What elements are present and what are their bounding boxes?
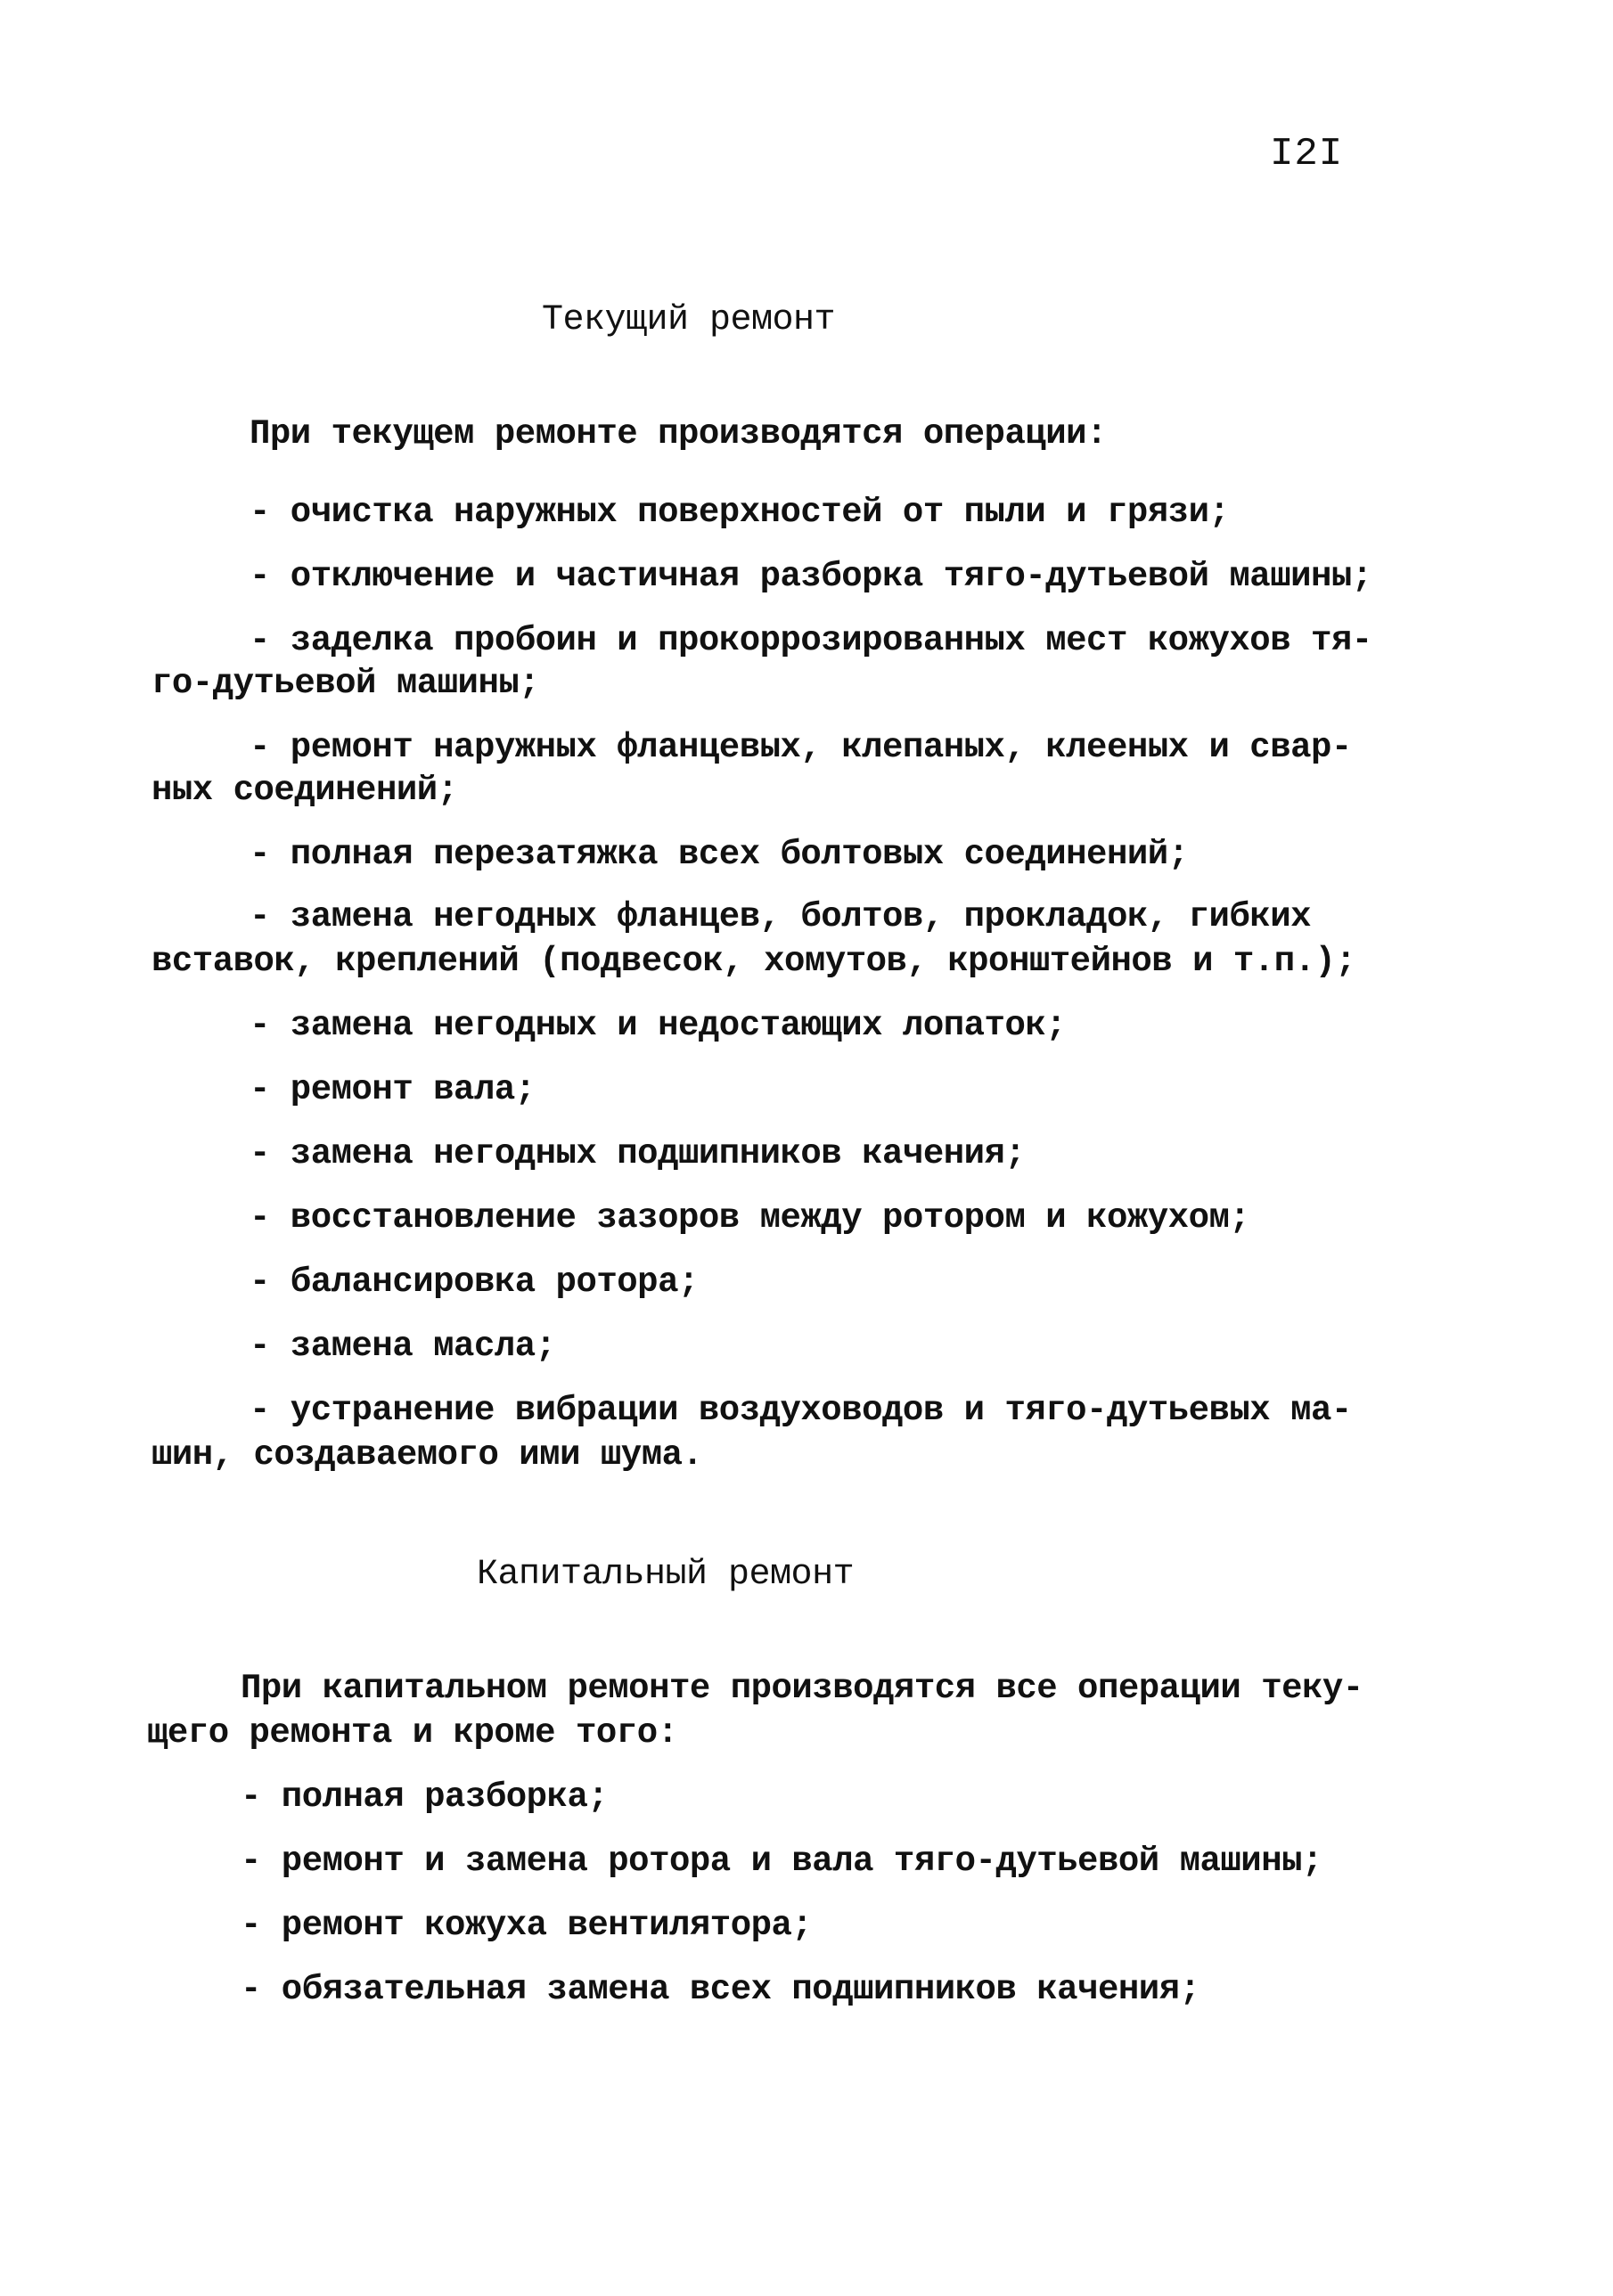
page-number: I2I [1270,132,1344,176]
section-heading-capital-repair: Капитальный ремонт [477,1555,855,1595]
list-item: - ремонт наружных фланцевых, клепаных, клееных и свар- [250,728,1352,767]
list-item: - полная перезатяжка всех болтовых соединений; [250,835,1189,874]
section-intro: При текущем ремонте производятся операции: [250,414,1107,453]
list-item: - замена негодных и недостающих лопаток; [250,1006,1067,1045]
list-item: - замена негодных фланцев, болтов, прокладок, гибких [250,897,1311,936]
list-item: - полная разборка; [241,1777,609,1817]
list-item: - ремонт кожуха вентилятора; [241,1906,813,1945]
section-intro-continuation: щего ремонта и кроме того: [147,1713,678,1753]
list-item: - балансировка ротора; [250,1262,699,1302]
list-item: - устранение вибрации воздуховодов и тяго-дутьевых ма- [250,1391,1352,1430]
list-item-continuation: ных соединений; [151,771,458,810]
list-item: - обязательная замена всех подшипников качения; [241,1970,1200,2009]
list-item: - замена негодных подшипников качения; [250,1134,1026,1173]
list-item-continuation: вставок, креплений (подвесок, хомутов, кронштейнов и т.п.); [151,942,1356,981]
list-item: - ремонт и замена ротора и вала тяго-дутьевой машины; [241,1842,1322,1881]
list-item: - восстановление зазоров между ротором и кожухом; [250,1198,1250,1238]
list-item-continuation: го-дутьевой машины; [151,664,540,703]
list-item-continuation: шин, создаваемого ими шума. [151,1435,703,1475]
list-item: - отключение и частичная разборка тяго-дутьевой машины; [250,557,1372,596]
section-heading-current-repair: Текущий ремонт [542,300,836,340]
list-item: - заделка пробоин и прокоррозированных мест кожухов тя- [250,621,1372,660]
list-item: - замена масла; [250,1327,556,1366]
list-item: - очистка наружных поверхностей от пыли и грязи; [250,493,1230,532]
list-item: - ремонт вала; [250,1070,536,1109]
section-intro: При капитальном ремонте производятся все операции теку- [241,1669,1363,1708]
